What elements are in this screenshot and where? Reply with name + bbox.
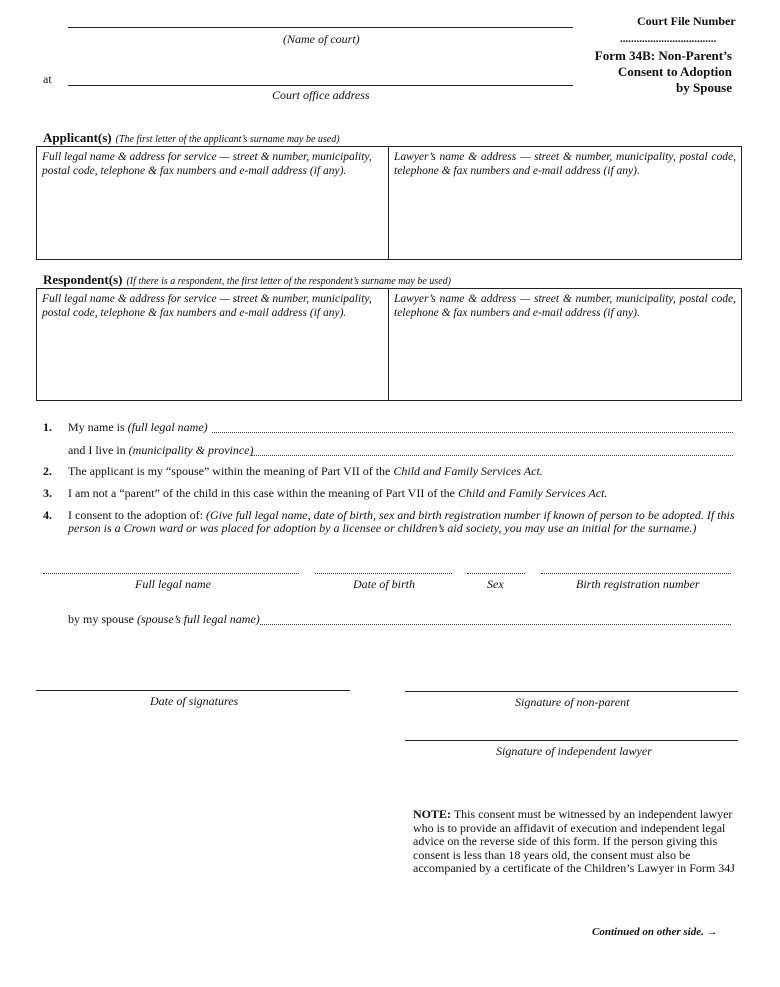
municipality-field[interactable] (251, 455, 733, 456)
non-parent-signature-line[interactable] (405, 691, 738, 692)
child-birth-registration-label: Birth registration number (576, 577, 700, 591)
child-full-name-field[interactable] (43, 573, 299, 574)
item1-label: My name is (68, 420, 125, 434)
applicants-note: (The first letter of the applicant’s surname may be used) (115, 134, 340, 145)
respondents-note: (If there is a respondent, the first letter of the respondent’s surname may be used) (126, 276, 451, 287)
form-title-line2: Consent to Adoption (617, 64, 732, 79)
court-file-number-field[interactable]: ................................... (620, 33, 717, 45)
item2-number: 2. (43, 464, 52, 478)
note-label: NOTE: (413, 807, 452, 821)
form-title (595, 48, 732, 96)
date-of-signatures-label: Date of signatures (150, 694, 239, 708)
respondent-address-cell[interactable]: Full legal name & address for service — street & number, municipality, postal code, telephone & fax numbers and e-mail address (if any). (37, 289, 389, 400)
item2-act: Child and Family Services Act. (393, 464, 543, 478)
continued-footer (592, 926, 718, 938)
item1b-text (68, 443, 254, 458)
court-name-label: (Name of court) (283, 32, 360, 46)
item2-text (68, 464, 543, 479)
child-birth-registration-field[interactable] (541, 573, 731, 574)
continued-label: Continued on other side. (592, 926, 704, 938)
respondents-table (36, 288, 742, 401)
arrow-right-icon: → (706, 926, 718, 938)
lawyer-signature-line[interactable] (405, 740, 738, 741)
item1-number: 1. (43, 420, 52, 434)
respondents-heading-label: Respondent(s) (43, 272, 123, 287)
spouse-name-field[interactable] (260, 624, 731, 625)
item4-text-c: person is a Crown ward or was placed for adoption by a licensee or children’s aid society, you may use an initial for the surname.) (68, 521, 697, 535)
child-full-name-label: Full legal name (135, 577, 211, 591)
applicants-heading-label: Applicant(s) (43, 130, 112, 145)
applicants-heading (43, 129, 340, 147)
form-title-line3: by Spouse (676, 80, 732, 95)
respondents-heading (43, 271, 451, 289)
item4-text-a: I consent to the adoption of: (68, 508, 203, 522)
item1b-label: and I live in (68, 443, 126, 457)
note-text: This consent must be witnessed by an independent lawyer who is to provide an affidavit of execution and independent legal advice on the reverse side of this form. If the person giving this consent is less than 18 years old, the consent must also be accompanied by a certificate of the Children’s Lawyer in Form 34J (413, 807, 735, 875)
respondent-lawyer-cell[interactable]: Lawyer’s name & address — street & number, municipality, postal code, telephone & fax numbers and e-mail address (if any). (394, 293, 736, 319)
spouse-line-hint: (spouse’s full legal name) (137, 612, 260, 626)
court-address-line[interactable] (68, 85, 573, 86)
item3-number: 3. (43, 486, 52, 500)
item4-number: 4. (43, 508, 52, 522)
item1-hint: (full legal name) (127, 420, 208, 434)
court-address-label: Court office address (272, 88, 370, 102)
item2-text-a: The applicant is my “spouse” within the meaning of Part VII of the (68, 464, 391, 478)
item1b-hint: (municipality & province) (128, 443, 254, 457)
applicants-table (36, 146, 742, 260)
non-parent-signature-label: Signature of non-parent (515, 695, 630, 709)
item1-text (68, 420, 208, 435)
form-title-line1: Form 34B: Non-Parent’s (594, 48, 732, 63)
note-block (413, 808, 735, 876)
court-name-line[interactable] (68, 27, 573, 28)
at-label: at (43, 72, 52, 86)
child-sex-field[interactable] (467, 573, 525, 574)
child-date-of-birth-label: Date of birth (353, 577, 415, 591)
child-sex-label: Sex (487, 577, 504, 591)
item3-text (68, 486, 607, 501)
lawyer-signature-label: Signature of independent lawyer (496, 744, 652, 758)
item3-text-a: I am not a “parent” of the child in this case within the meaning of Part VII of the (68, 486, 455, 500)
full-name-field[interactable] (212, 432, 733, 433)
court-file-number-label: Court File Number (637, 14, 736, 28)
spouse-line-label: by my spouse (68, 612, 134, 626)
child-date-of-birth-field[interactable] (315, 573, 452, 574)
applicant-address-cell[interactable]: Full legal name & address for service — street & number, municipality, postal code, telephone & fax numbers and e-mail address (if any). (37, 147, 389, 259)
spouse-line-text (68, 612, 260, 627)
applicant-lawyer-cell[interactable]: Lawyer’s name & address — street & number, municipality, postal code, telephone & fax numbers and e-mail address (if any). (394, 151, 736, 177)
item3-act: Child and Family Services Act. (458, 486, 608, 500)
item4-text-b: (Give full legal name, date of birth, sex and birth registration number if known of person to be adopted. If this (205, 508, 735, 522)
date-of-signatures-line[interactable] (36, 690, 350, 691)
